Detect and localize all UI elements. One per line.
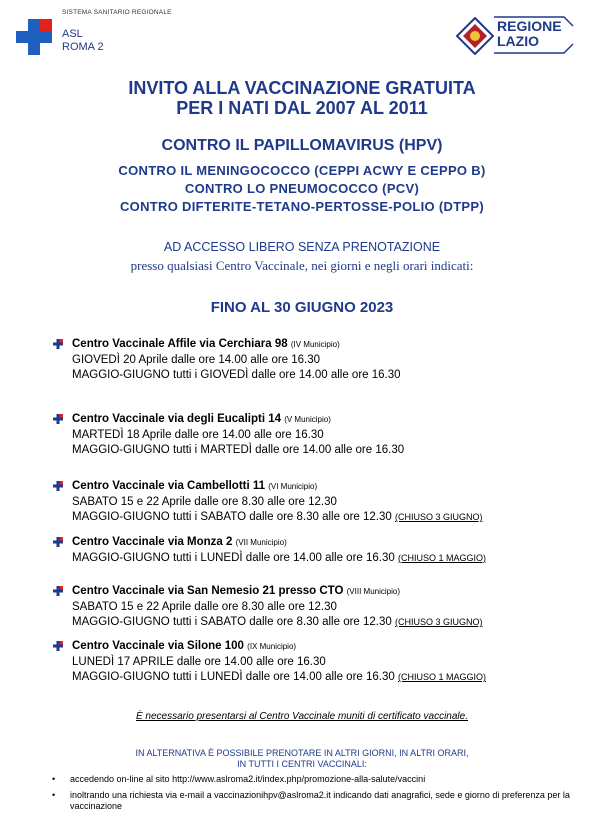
centre-municipio: (V Municipio)	[284, 415, 331, 424]
closure-note: (CHIUSO 3 GIUGNO)	[395, 512, 483, 523]
centre-schedule-1: SABATO 15 e 22 Aprile dalle ore 8.30 alle ore 12.30	[72, 495, 337, 508]
alternative-line2: IN TUTTI I CENTRI VACCINALI:	[237, 759, 367, 769]
bullet-dot-icon: •	[52, 774, 56, 784]
centre-schedule-2: MAGGIO-GIUGNO tutti i SABATO dalle ore 8.30 alle ore 12.30	[72, 511, 392, 524]
centre-schedule-1: MAGGIO-GIUGNO tutti i LUNEDÌ dalle ore 14.00 alle ore 16.30	[72, 551, 395, 564]
centre-name: Centro Vaccinale via Cambellotti 11	[72, 480, 266, 492]
online-booking-text[interactable]: accedendo on-line al sito http://www.aslroma2.it/index.php/promozione-alla-salute/vaccini	[70, 774, 426, 784]
centre-name: Centro Vaccinale Affile via Cerchiara 98	[72, 338, 288, 350]
bullet-dot-icon: •	[52, 789, 56, 800]
access-line2: presso qualsiasi Centro Vaccinale, nei giorni e negli orari indicati:	[130, 258, 474, 273]
deadline: FINO AL 30 GIUGNO 2023	[210, 299, 394, 316]
centre-monza	[72, 535, 592, 566]
centre-schedule-1: LUNEDÌ 17 APRILE dalle ore 14.00 alle ore 16.30	[72, 655, 326, 668]
centre-municipio: (VIII Municipio)	[346, 587, 400, 596]
centre-cambellotti	[72, 479, 592, 526]
centre-schedule-1: MARTEDÌ 18 Aprile dalle ore 14.00 alle ore 16.30	[72, 428, 324, 441]
alternative-line1: IN ALTERNATIVA È POSSIBILE PRENOTARE IN ALTRI GIORNI, IN ALTRI ORARI,	[135, 748, 469, 758]
cross-bullet-icon	[53, 641, 63, 651]
centre-silone	[72, 639, 592, 686]
centre-name: Centro Vaccinale via degli Eucalipti 14	[72, 413, 281, 425]
certificate-note: È necessario presentarsi al Centro Vaccinale muniti di certificato vaccinale.	[135, 711, 468, 722]
regione-line1: REGIONE	[497, 18, 562, 34]
list-item	[52, 790, 592, 813]
title-line1: INVITO ALLA VACCINAZIONE GRATUITA	[128, 78, 476, 98]
title-pneumococco: CONTRO LO PNEUMOCOCCO (PCV)	[184, 181, 420, 196]
cross-bullet-icon	[53, 586, 63, 596]
access-line1: AD ACCESSO LIBERO SENZA PRENOTAZIONE	[163, 240, 441, 254]
title-dtpp: CONTRO DIFTERITE-TETANO-PERTOSSE-POLIO (DTPP)	[119, 199, 485, 214]
asl-name-line1: ASL	[62, 28, 83, 40]
centre-municipio: (IX Municipio)	[247, 642, 297, 651]
email-booking-text[interactable]: inoltrando una richiesta via e-mail a vaccinazionihpv@aslroma2.it indicando dati anagrafici, sede e giorno di preferenza per la vaccinazione	[70, 789, 570, 811]
centre-schedule-2: MAGGIO-GIUGNO tutti i GIOVEDÌ dalle ore 14.00 alle ore 16.30	[72, 369, 401, 382]
centre-name: Centro Vaccinale via Silone 100	[72, 640, 244, 652]
regione-line2: LAZIO	[497, 33, 539, 49]
asl-system-label: SISTEMA SANITARIO REGIONALE	[62, 9, 172, 16]
asl-name	[62, 28, 104, 54]
regione-name	[497, 19, 562, 49]
title-meningococco: CONTRO IL MENINGOCOCCO (CEPPI ACWY E CEPPO B)	[118, 163, 486, 178]
regione-lazio-emblem-icon	[456, 17, 494, 55]
title-line2: PER I NATI DAL 2007 AL 2011	[176, 98, 428, 118]
centre-schedule-1: SABATO 15 e 22 Aprile dalle ore 8.30 alle ore 12.30	[72, 600, 337, 613]
centre-name: Centro Vaccinale via San Nemesio 21 presso CTO	[72, 585, 344, 597]
list-item	[52, 774, 592, 786]
cross-bullet-icon	[53, 414, 63, 424]
centre-municipio: (VII Municipio)	[235, 538, 287, 547]
cross-bullet-icon	[53, 537, 63, 547]
centre-schedule-2: MAGGIO-GIUGNO tutti i SABATO dalle ore 8.30 alle ore 12.30	[72, 616, 392, 629]
closure-note: (CHIUSO 1 MAGGIO)	[397, 552, 486, 563]
centre-eucalipti	[72, 412, 592, 459]
asl-cross-logo-icon	[16, 19, 52, 55]
closure-note: (CHIUSO 1 MAGGIO)	[397, 672, 486, 683]
centre-municipio: (VI Municipio)	[268, 482, 318, 491]
centre-schedule-2: MAGGIO-GIUGNO tutti i LUNEDÌ dalle ore 14.00 alle ore 16.30	[72, 671, 395, 684]
closure-note: (CHIUSO 3 GIUGNO)	[395, 617, 483, 628]
asl-name-line2: ROMA 2	[62, 41, 104, 53]
centre-municipio: (IV Municipio)	[290, 340, 340, 349]
cross-bullet-icon	[53, 339, 63, 349]
cross-bullet-icon	[53, 481, 63, 491]
centre-name: Centro Vaccinale via Monza 2	[72, 536, 233, 548]
centre-schedule-1: GIOVEDÌ 20 Aprile dalle ore 14.00 alle ore 16.30	[72, 353, 321, 366]
centre-affile	[72, 337, 592, 384]
centre-san-nemesio	[72, 584, 592, 631]
alternative-list	[52, 774, 592, 813]
centre-schedule-2: MAGGIO-GIUGNO tutti i MARTEDÌ dalle ore 14.00 alle ore 16.30	[72, 444, 405, 457]
title-hpv: CONTRO IL PAPILLOMAVIRUS (HPV)	[161, 137, 443, 154]
